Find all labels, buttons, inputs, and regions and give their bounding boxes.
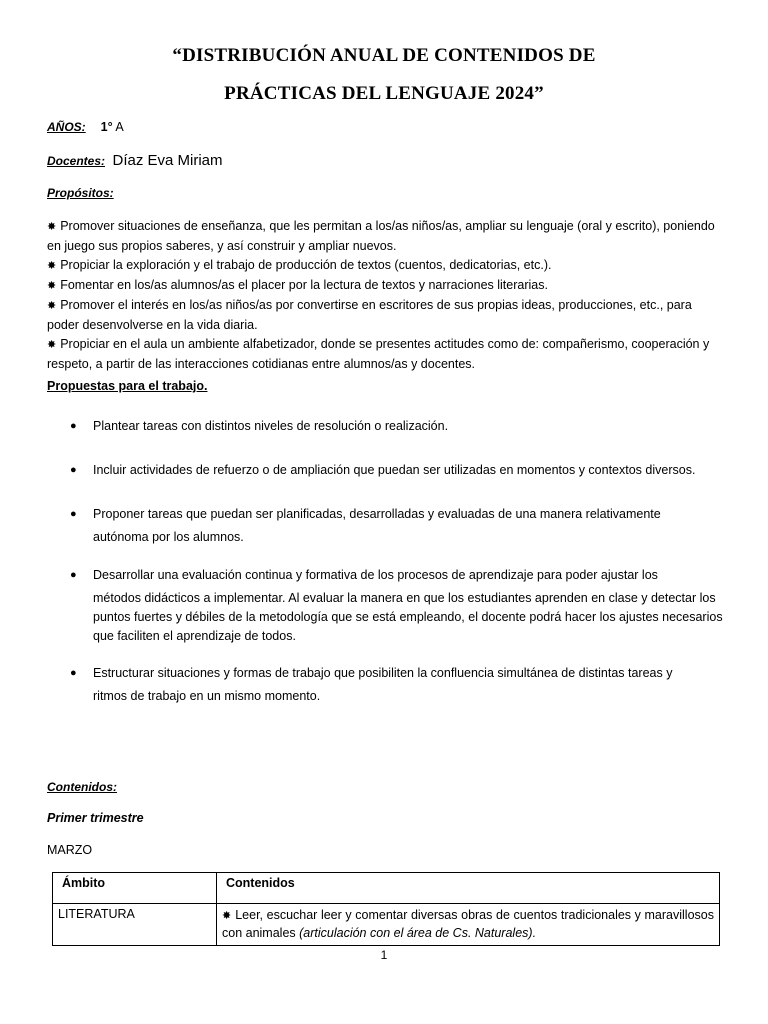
proposito-item: ✸ Promover el interés en los/as niños/as por convertirse en escritores de sus propias ideas, producciones, etc., para poder desenvolverse en la vida diaria. bbox=[47, 298, 692, 332]
document-page: “DISTRIBUCIÓN ANUAL DE CONTENIDOS DE PRÁCTICAS DEL LENGUAJE 2024” AÑOS: 1° A Docentes: Díaz Eva Miriam Propósitos: ✸ Promover situaciones de enseñanza, que les permitan a los/as niños/as, ampliar su lenguaje (oral y escrito), poniendo en juego sus propios saberes, y así construir y ampliar nuevos. ✸ Propiciar la exploración y el trabajo de producción de textos (cuentos, dedicatorias, etc.). ✸ Fomentar en los/as alumnos/as el placer por la lectura de textos y narraciones literarias. ✸ Promover el interés en los/as niños/as por convertirse en escritores de sus propias ideas, producciones, etc., para poder desenvolverse en la vida diaria. ✸ Propiciar en el aula un ambiente alfabetizador, donde se presentes actitudes como de: compañerismo, cooperación y respeto, a partir de las interacciones cotidianas entre alumnos/as y docentes. Propuestas para el trabajo. ● Plantear tareas con distintos niveles de resolución o realización. ● Incluir actividades de refuerzo o de ampliación que puedan ser utilizadas en momentos y contextos diversos. ● Proponer tareas que puedan ser planificadas, desarrolladas y evaluadas de una manera relativamente autónoma por los alumnos. ● Desarrollar una evaluación continua y formativa de los procesos de aprendizaje para poder ajustar los métodos didácticos a implementar. Al evaluar la manera en que los estudiantes aprenden en clase y detectar los puntos fuertes y débiles de la metodología que se está empleando, el docente podrá hacer los ajustes necesarios que faciliten el aprendizaje de todos. ● Estructurar situaciones y formas de trabajo que posibiliten la confluencia simultánea de distintas tareas y ritmos de trabajo en un mismo momento. Contenidos: Primer trimestre MARZO Ámbito Contenidos LITERATURA ✸ Leer, escuchar leer y comentar diversas obras de cuentos tradicionales y maravillosos con animales (articulación con el área de Cs. Naturales). 1 bbox=[0, 0, 768, 1024]
contenidos-label: Contenidos: bbox=[47, 780, 117, 794]
cell-ambito: LITERATURA bbox=[53, 904, 217, 946]
cell-contenido: ✸ Leer, escuchar leer y comentar diversas obras de cuentos tradicionales y maravillosos con animales (articulación con el área de Cs. Naturales). bbox=[217, 904, 720, 946]
docentes-line bbox=[47, 152, 223, 169]
mes-heading: MARZO bbox=[47, 843, 93, 857]
contenidos-heading bbox=[47, 780, 117, 794]
anos-line bbox=[47, 120, 124, 134]
page-number: 1 bbox=[380, 948, 388, 962]
header-contenidos: Contenidos bbox=[217, 873, 720, 904]
proposito-item: ✸ Fomentar en los/as alumnos/as el placer por la lectura de textos y narraciones literarias. bbox=[47, 278, 548, 292]
anos-value-section: A bbox=[115, 120, 124, 134]
bullet-dot-icon: ● bbox=[70, 569, 77, 581]
propositos-list bbox=[47, 217, 727, 374]
proposito-item: ✸ Propiciar en el aula un ambiente alfabetizador, donde se presentes actitudes como de: compañerismo, cooperación y respeto, a partir de las interacciones cotidianas entre alumnos/as y docentes. bbox=[47, 337, 710, 371]
table-header-row bbox=[53, 873, 720, 904]
title-line-2: PRÁCTICAS DEL LENGUAJE 2024” bbox=[224, 83, 544, 104]
header-ambito: Ámbito bbox=[53, 873, 217, 904]
bullet-dot-icon: ● bbox=[70, 667, 77, 679]
star-bullet-icon: ✸ bbox=[222, 910, 232, 922]
proposito-item: ✸ Propiciar la exploración y el trabajo de producción de textos (cuentos, dedicatorias, etc.). bbox=[47, 258, 552, 272]
bullet-dot-icon: ● bbox=[70, 508, 77, 520]
docentes-value: Díaz Eva Miriam bbox=[112, 152, 223, 169]
proposito-item: ✸ Promover situaciones de enseñanza, que les permitan a los/as niños/as, ampliar su lenguaje (oral y escrito), poniendo en juego sus propios saberes, y así construir y ampliar nuevos. bbox=[47, 219, 715, 253]
bullet-dot-icon: ● bbox=[70, 420, 77, 432]
trimestre-heading: Primer trimestre bbox=[47, 811, 144, 825]
anos-value-grade: 1° bbox=[100, 120, 113, 134]
title-line-1: “DISTRIBUCIÓN ANUAL DE CONTENIDOS DE bbox=[172, 45, 596, 66]
star-bullet-icon: ✸ bbox=[47, 221, 57, 233]
star-bullet-icon: ✸ bbox=[47, 280, 57, 292]
propositos-heading bbox=[47, 186, 114, 200]
contenidos-table bbox=[52, 872, 720, 946]
docentes-label: Docentes: bbox=[47, 154, 106, 168]
propositos-label: Propósitos: bbox=[47, 186, 114, 200]
propuestas-label: Propuestas para el trabajo. bbox=[47, 379, 208, 393]
bullet-dot-icon: ● bbox=[70, 464, 77, 476]
propuestas-heading bbox=[47, 379, 207, 393]
star-bullet-icon: ✸ bbox=[47, 339, 57, 351]
table-row bbox=[53, 904, 720, 946]
star-bullet-icon: ✸ bbox=[47, 260, 57, 272]
star-bullet-icon: ✸ bbox=[47, 300, 57, 312]
anos-label: AÑOS: bbox=[47, 120, 86, 134]
